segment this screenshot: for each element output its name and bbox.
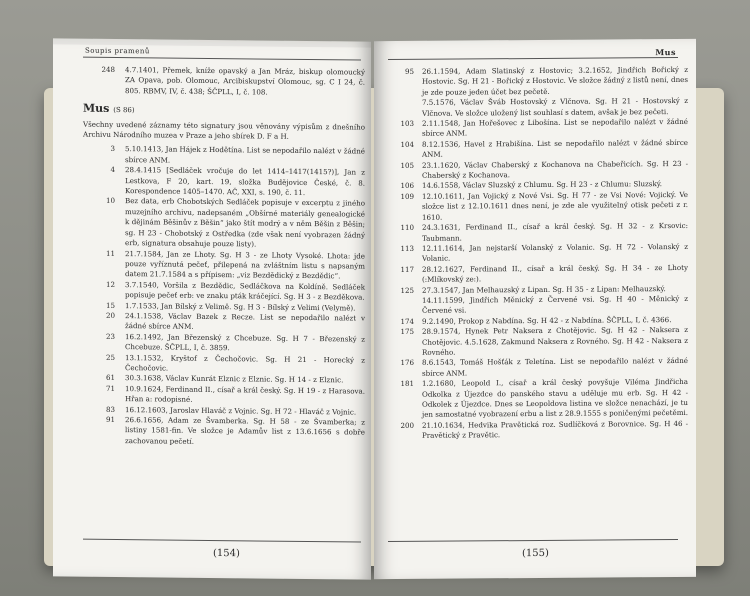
catalog-entry	[388, 159, 688, 182]
entry-number: 125	[400, 285, 414, 295]
catalog-entry	[388, 190, 688, 223]
catalog-entry	[388, 325, 688, 358]
catalog-entry	[388, 96, 688, 119]
entry-text: 12.10.1611, Jan Vojický z Nové Vsi. Sg. H 77 - ze Vsi Nové: Vojický. Ve složce list z 12.10.1611 dnes není, je zde ale využitelný otisk pečeti z r. 1610.	[422, 189, 688, 222]
entry-number: 103	[400, 118, 414, 128]
entry-text: 14.11.1599, Jindřich Měnický z Červené vsi. Sg. H 40 - Měnický z Červené vsi.	[422, 293, 688, 316]
entry-number: 110	[400, 222, 414, 233]
catalog-entry	[83, 352, 365, 376]
entry-text: 30.3.1638, Václav Kunrát Elznic z Elznic. Sg. H 14 - z Elznic.	[125, 373, 344, 385]
entry-number: 15	[105, 300, 115, 310]
entry-number: 175	[400, 327, 414, 337]
entry-number: 181	[400, 379, 414, 389]
entry-text: 1.7.1533, Jan Bílský z Velimě. Sg. H 3 - Bílský z Velimi (Velymě).	[125, 300, 356, 313]
catalog-entry	[83, 311, 365, 335]
catalog-entry	[388, 294, 688, 317]
entry-text: 28.9.1574, Hynek Petr Naksera z Chotějovic. Sg. H 42 - Naksera z Chotějovic. 4.5.1628, Zakmund Naksera z Rovného. Sg. H 42 - Naksera z Rovného.	[422, 325, 688, 357]
entry-text: 1.2.1680, Leopold I., císař a král český povyšuje Viléma Jindřicha Odkolka z Újezdce do panského stavu a uděluje mu erb. Sg. H 42 - Odkolek z Újezdce. Dnes se Leopoldova listina ve složce nenachází, je tu jen samostatné vyobrazení erbu a list z 28.9.1555 s poničenými pečetěmi.	[422, 377, 688, 420]
entry-number	[388, 98, 422, 119]
entry-number: 10	[105, 196, 115, 206]
catalog-entry	[388, 419, 688, 442]
entry-text: 13.1.1532, Kryštof z Čechočovic. Sg. H 21 - Horecký z Čechočovic.	[125, 352, 365, 373]
footer-rule	[388, 539, 678, 542]
entry-number: 20	[105, 310, 115, 320]
entry-number: 174	[400, 316, 414, 326]
entry-number: 12	[105, 279, 115, 289]
entry-text: Bez data, erb Chobotských Sedláček popisuje v excerptu z jiného muzejního archivu, nadepsaném „Obšírné materiály genealogické k dějinám Běšinův z Běšin“ jako štít modrý a v něm Běšin z Běšin; sg. H 23 - Chobotský z Ostředka (zde však není vyobrazen žádný erb, signatura obsahuje pouze listy).	[125, 196, 365, 249]
entry-text: 3.7.1540, Voršila z Bezdědic, Sedláčkova na Koldíně. Sedláček popisuje pečeť erb: ve znaku pták kráčející. Sg. H 3 - z Bezděkova.	[125, 279, 365, 302]
catalog-entry	[83, 65, 365, 99]
catalog-entry	[83, 383, 365, 407]
entry-text: 2.11.1548, Jan Hořešovec z Libošína. List se nepodařilo nalézt v žádné sbírce ANM.	[422, 116, 688, 139]
entry-text: 28.12.1627, Ferdinand II., císař a král český. Sg. H 34 - ze Lhoty (:Mlíkovský ze:).	[422, 262, 688, 284]
entry-text: 23.1.1620, Václav Chaberský z Kochanova na Chabeřicích. Sg. H 23 - Chaberský z Kochanova.	[422, 158, 688, 180]
right-entries	[388, 65, 688, 442]
entry-number: 3	[110, 144, 115, 154]
entry-text: 26.6.1656, Adam ze Švamberka. Sg. H 58 - ze Švamberka; z listiny 1581-fin. Ve složce je Adamův list z 13.6.1656 s dobře zachovanou pečetí.	[125, 415, 365, 446]
running-head: Mus	[655, 47, 676, 58]
entry-text: 16.12.1603, Jaroslav Hlaváč z Vojnic. Sg. H 72 - Hlaváč z Vojnic.	[125, 404, 357, 417]
entry-text: 21.7.1584, Jan ze Lhoty. Sg. H 3 - ze Lhoty Vysoké. Lhota: jde pouze vyříznutá pečeť, přilepená na zvláštním listu s napsaným datem 21.7.1584 a s přípisem: „viz Bezdědický z Bezdědic“.	[125, 248, 365, 281]
section-title: Mus	[83, 101, 110, 116]
catalog-entry	[83, 165, 365, 199]
entry-text: 24.3.1631, Ferdinand II., císař a král český. Sg. H 32 - z Krsovic: Taubmann.	[422, 221, 688, 243]
running-head: Soupis pramenů	[85, 46, 150, 56]
entry-text: 12.11.1614, Jan nejstarší Volanský z Volanic. Sg. H 72 - Volanský z Volanic.	[422, 241, 688, 264]
entry-number: 61	[105, 373, 115, 383]
section-intro: Všechny uvedené záznamy této signatury jsou věnovány výpisům z dnešního Archivu Národního muzea v Praze a jeho sbírek D. F a H.	[83, 119, 365, 141]
entry-text: 26.1.1594, Adam Slatinský z Hostovic; 3.2.1652, Jindřich Bořický z Hostovic. Sg. H 21 - Bořický z Hostovic. Ve složce žádný z listů není, dnes je zde pouze jeden účet bez pečetě.	[422, 64, 688, 97]
entry-text: 10.9.1624, Ferdinand II., císař a král český. Sg. H 19 - z Harasova. Hřan a: rodopisné.	[125, 383, 365, 404]
entry-number: 200	[400, 420, 414, 430]
entry-text: 14.6.1558, Václav Sluzský z Chlumu. Sg. H 23 - z Chlumu: Sluzský.	[422, 179, 663, 191]
catalog-entry	[83, 248, 365, 282]
page-number: (155)	[522, 547, 549, 560]
entry-text: 8.12.1536, Havel z Hrabišína. List se nepodařilo nalézt v žádné sbírce ANM.	[422, 137, 688, 160]
entry-number: 176	[400, 358, 414, 368]
entry-text: 7.5.1576, Václav Šváb Hostovský z Vlčnova. Sg. H 21 - Hostovský z Vlčnova. Ve složce uložený list souhlasí s datem, avšak je bez pečeti.	[422, 96, 688, 118]
entry-number: 25	[105, 352, 115, 362]
entry-text: 21.10.1634, Hedvika Pravětická roz. Sudlíčková z Borovnice. Sg. H 46 - Pravětický z Pravětic.	[422, 418, 688, 441]
entry-number: 83	[105, 404, 115, 414]
entry-number	[388, 296, 422, 317]
entry-number: 105	[400, 160, 414, 170]
entry-number: 95	[404, 66, 414, 76]
header-rule	[83, 57, 361, 61]
left-top-entries	[83, 65, 365, 99]
entry-number: 11	[105, 248, 115, 258]
entry-text: 9.2.1490, Prokop z Nabdína. Sg. H 42 - z Nabdína. ŠČPLL, I, č. 4366.	[422, 314, 672, 326]
header-rule	[388, 57, 678, 60]
catalog-entry	[388, 221, 688, 244]
entry-text: 27.3.1547, Jan Melhauzský z Lipan. Sg. H 35 - z Lipan: Melhauzský.	[422, 283, 666, 295]
catalog-entry	[83, 415, 365, 449]
catalog-entry	[388, 117, 688, 140]
right-text-column	[388, 65, 688, 442]
entry-text: 24.1.1538, Václav Bazek z Recze. List se nepodařilo nalézt v žádné sbírce ANM.	[125, 311, 365, 332]
right-page	[374, 39, 696, 579]
catalog-entry	[388, 65, 688, 98]
left-entries	[83, 144, 365, 449]
entry-number: 117	[400, 264, 414, 274]
footer-rule	[83, 539, 361, 543]
entry-number: 91	[105, 414, 115, 424]
entry-number: 4	[110, 165, 115, 175]
entry-text: 16.2.1492, Jan Březenský z Chcebuze. Sg. H 7 - Březenský z Chcebuze. ŠČPLL, I, č. 3859.	[125, 331, 365, 353]
entry-text: 5.10.1413, Jan Hájek z Hodětína. List se nepodařilo nalézt v žádné sbírce ANM.	[125, 144, 365, 165]
entry-number: 113	[400, 243, 414, 253]
page-number: (154)	[213, 548, 240, 560]
entry-text: 8.6.1543, Tomáš Hošťák z Teletína. List se nepodařilo nalézt v žádné sbírce ANM.	[422, 356, 688, 378]
entry-number: 248	[101, 64, 115, 74]
catalog-entry	[388, 263, 688, 286]
entry-text: 4.7.1401, Přemek, kníže opavský a Jan Mráz, biskup olomoucký ZA Opava, pob. Olomouc, Arcibiskupství Olomouc, sg. C I 24, č. 805. RBMV, IV, č. 438; ŠČPLL, I, č. 108.	[125, 65, 365, 97]
catalog-entry	[83, 144, 365, 168]
catalog-entry	[388, 138, 688, 161]
catalog-entry	[388, 377, 688, 421]
section-ref: (S 86)	[113, 106, 135, 115]
catalog-entry	[83, 279, 365, 303]
catalog-entry	[388, 356, 688, 379]
entry-text: 28.4.1415 [Sedláček vročuje do let 1414–1417(1415?)], Jan z Lestkova, F 20, kart. 19, složka Budějovice České, č. 8. Korespondence 1405–1470. AČ, XXI, s. 190, č. 11.	[125, 165, 365, 198]
entry-number: 109	[400, 191, 414, 201]
left-page	[53, 38, 371, 579]
section-heading	[83, 101, 365, 118]
entry-number: 23	[105, 331, 115, 341]
entry-number: 106	[400, 181, 414, 191]
catalog-entry	[83, 196, 365, 251]
left-text-column	[83, 65, 365, 449]
catalog-entry	[388, 242, 688, 265]
entry-number: 71	[105, 383, 115, 393]
catalog-entry	[83, 331, 365, 355]
entry-number: 104	[400, 139, 414, 149]
